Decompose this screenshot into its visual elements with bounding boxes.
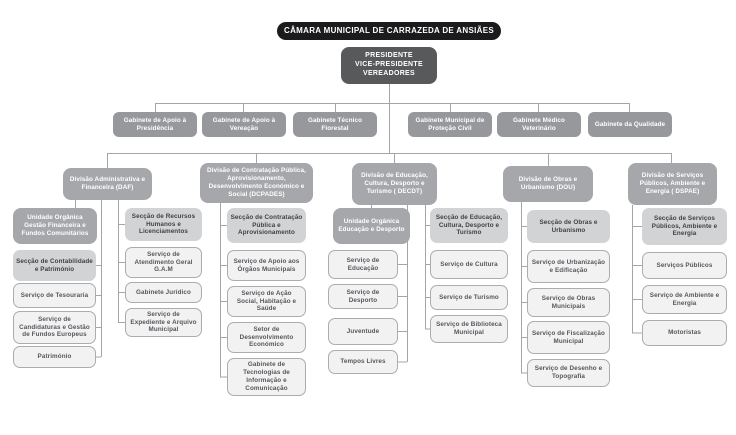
node-seccao-educacao-cultura: Secção de Educação, Cultura, Desporto e Turismo xyxy=(430,208,508,243)
node-gabinete-protecao-civil: Gabinete Municipal de Proteção Civil xyxy=(408,112,492,137)
executive-line: VICE-PRESIDENTE xyxy=(355,61,423,69)
node-servico-apoio-orgaos: Serviço de Apoio aos Órgãos Municipais xyxy=(227,250,306,281)
node-gabinete-tecnologias: Gabinete de Tecnologias de Informação e Comunicação xyxy=(227,358,306,396)
node-divisao-dcpades: Divisão de Contratação Pública, Aprovisionamento, Desenvolvimento Económico e Social (DCPADES) xyxy=(200,163,313,203)
node-servico-ambiente-energia: Serviço de Ambiente e Energia xyxy=(642,285,727,314)
node-tempos-livres: Tempos Livres xyxy=(328,350,398,374)
title-banner: CÂMARA MUNICIPAL DE CARRAZEDA DE ANSIÃES xyxy=(277,22,501,40)
node-gabinete-juridico: Gabinete Jurídico xyxy=(125,282,202,303)
node-servico-urbanizacao: Serviço de Urbanização e Edificação xyxy=(527,250,610,283)
node-servico-desenho-topografia: Serviço de Desenho e Topografia xyxy=(527,359,610,387)
node-gabinete-medico-veterinario: Gabinete Médico Veterinário xyxy=(497,112,581,137)
node-gabinete-qualidade: Gabinete da Qualidade xyxy=(588,112,672,137)
node-gabinete-apoio-vereacao: Gabinete de Apoio à Vereação xyxy=(202,112,286,137)
node-motoristas: Motoristas xyxy=(642,320,727,346)
node-divisao-dspae: Divisão de Serviços Públicos, Ambiente e Energia ( DSPAE) xyxy=(628,163,717,205)
node-seccao-contratacao-publica: Secção de Contratação Pública e Aprovisionamento xyxy=(227,208,306,243)
node-seccao-recursos-humanos: Secção de Recursos Humanos e Licenciamentos xyxy=(125,208,202,241)
node-patrimonio: Património xyxy=(13,346,96,368)
node-divisao-daf: Divisão Administrativa e Financeira (DAF) xyxy=(63,168,152,200)
node-juventude: Juventude xyxy=(328,318,398,345)
node-gabinete-apoio-presidencia: Gabinete de Apoio à Presidência xyxy=(113,112,197,137)
node-setor-desenvolvimento-economico: Setor de Desenvolvimento Económico xyxy=(227,322,306,353)
executive-line: VEREADORES xyxy=(362,69,415,77)
node-servico-acao-social: Serviço de Ação Social, Habitação e Saúde xyxy=(227,286,306,317)
node-divisao-dou: Divisão de Obras e Urbanismo (DOU) xyxy=(503,166,593,202)
node-servico-atendimento-geral: Serviço de Atendimento Geral G.A.M xyxy=(125,247,202,278)
node-servico-cultura: Serviço de Cultura xyxy=(430,250,508,279)
node-servico-biblioteca: Serviço de Biblioteca Municipal xyxy=(430,315,508,343)
node-servico-expediente: Serviço de Expediente e Arquivo Municipal xyxy=(125,308,202,337)
node-servico-educacao: Serviço de Educação xyxy=(328,250,398,279)
node-servico-candidaturas: Serviço de Candidaturas e Gestão de Fundos Europeus xyxy=(13,311,96,344)
node-seccao-obras-urbanismo: Secção de Obras e Urbanismo xyxy=(527,210,610,243)
node-seccao-servicos-publicos: Secção de Serviços Públicos, Ambiente e Energia xyxy=(642,208,727,245)
node-unidade-educacao-desporto: Unidade Orgânica Educação e Desporto xyxy=(333,208,410,244)
node-servico-obras-municipais: Serviço de Obras Municipais xyxy=(527,288,610,317)
node-seccao-contabilidade: Secção de Contabilidade e Património xyxy=(13,250,96,281)
executive-line: PRESIDENTE xyxy=(365,52,413,60)
node-servicos-publicos: Serviços Públicos xyxy=(642,252,727,279)
node-unidade-gestao-financeira: Unidade Orgânica Gestão Financeira e Fundos Comunitários xyxy=(13,208,97,244)
node-servico-fiscalizacao: Serviço de Fiscalização Municipal xyxy=(527,321,610,354)
node-servico-turismo: Serviço de Turismo xyxy=(430,285,508,310)
node-gabinete-tecnico-florestal: Gabinete Técnico Florestal xyxy=(293,112,377,137)
node-divisao-decdt: Divisão de Educação, Cultura, Desporto e Turismo ( DECDT) xyxy=(352,163,437,205)
node-servico-tesouraria: Serviço de Tesouraria xyxy=(13,283,96,308)
node-servico-desporto: Serviço de Desporto xyxy=(328,284,398,309)
executive-box xyxy=(341,47,437,84)
